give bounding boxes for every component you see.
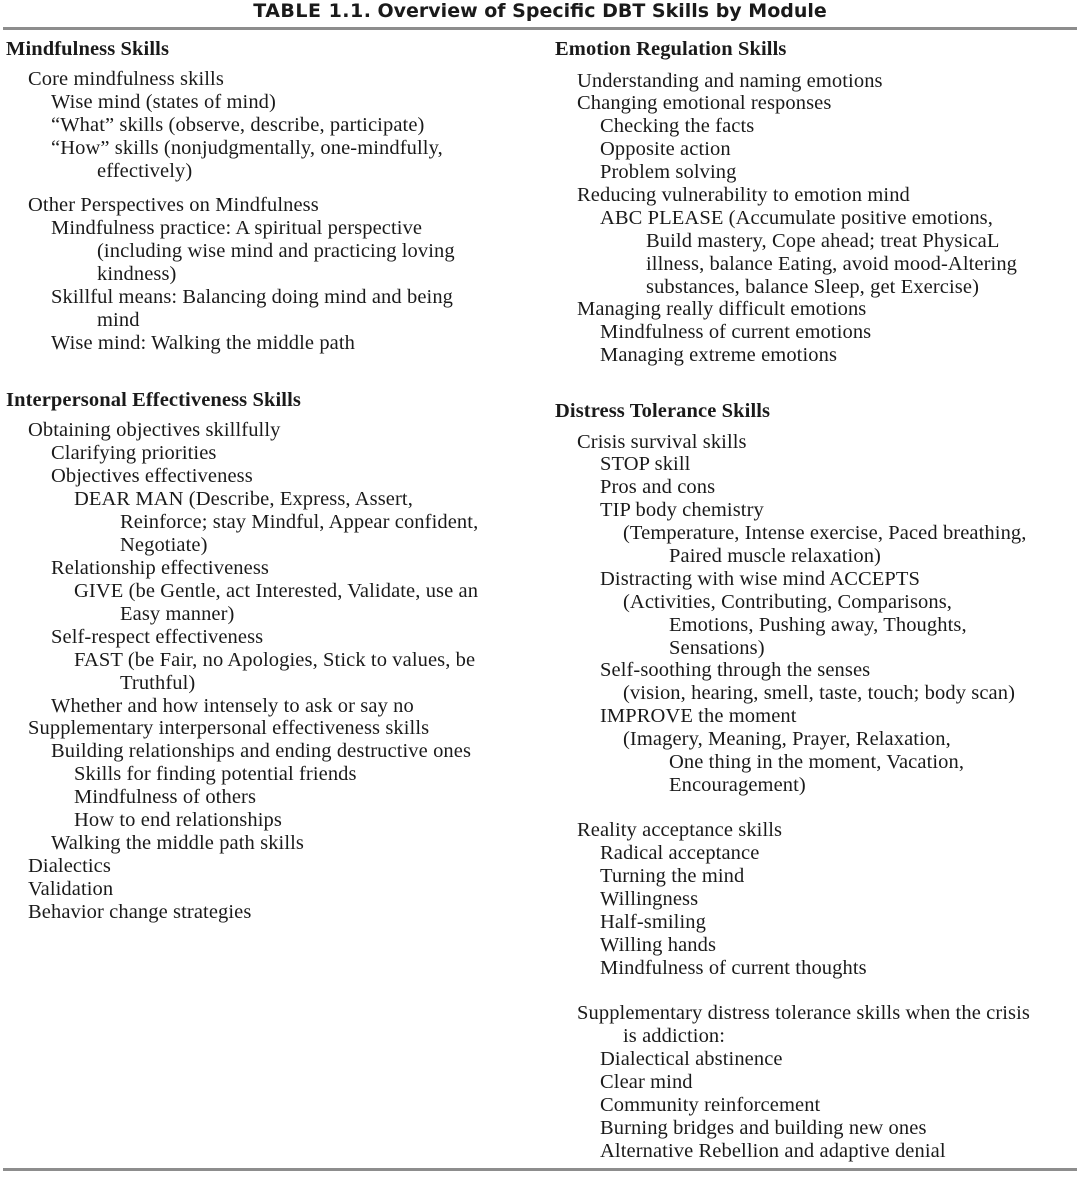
skill-item: Understanding and naming emotions [577, 70, 883, 92]
skill-item: (vision, hearing, smell, taste, touch; body scan) [623, 682, 1016, 704]
skill-item: Mindfulness of current thoughts [600, 957, 867, 979]
skill-item: Self-soothing through the senses [600, 659, 871, 681]
skill-item: Reality acceptance skills [577, 819, 783, 841]
skill-item: How to end relationships [74, 809, 282, 831]
skill-item: Truthful) [120, 672, 196, 694]
skill-item: (Activities, Contributing, Comparisons, [623, 591, 953, 613]
skill-item: Negotiate) [120, 534, 208, 556]
skill-item: Mindfulness practice: A spiritual perspective [51, 217, 423, 239]
skill-item: (Imagery, Meaning, Prayer, Relaxation, [623, 728, 951, 750]
section-heading: Mindfulness Skills [6, 38, 170, 60]
skill-item: kindness) [97, 263, 177, 285]
skill-item: Whether and how intensely to ask or say no [51, 695, 414, 717]
table-title [0, 0, 1080, 24]
skill-item: Pros and cons [600, 476, 716, 498]
skill-item: Supplementary distress tolerance skills when the crisis [577, 1002, 1030, 1024]
skill-item: Opposite action [600, 138, 731, 160]
skill-item: One thing in the moment, Vacation, [669, 751, 965, 773]
skill-item: GIVE (be Gentle, act Interested, Validate, use an [74, 580, 479, 602]
skill-item: Reinforce; stay Mindful, Appear confident, [120, 511, 479, 533]
skill-item: Encouragement) [669, 774, 806, 796]
skill-item: Skillful means: Balancing doing mind and being [51, 286, 454, 308]
skill-item: Dialectics [28, 855, 111, 877]
top-rule [3, 27, 1077, 30]
skill-item: Walking the middle path skills [51, 832, 305, 854]
table-number: TABLE 1.1. [253, 0, 372, 22]
skill-item: Crisis survival skills [577, 431, 747, 453]
skill-item: effectively) [97, 160, 193, 182]
skill-item: is addiction: [623, 1025, 726, 1047]
skill-item: IMPROVE the moment [600, 705, 797, 727]
skill-item: mind [97, 309, 140, 331]
skill-item: Core mindfulness skills [28, 68, 224, 90]
skill-item: Relationship effectiveness [51, 557, 269, 579]
skill-item: Changing emotional responses [577, 92, 832, 114]
skill-item: Paired muscle relaxation) [669, 545, 881, 567]
skill-item: Dialectical abstinence [600, 1048, 783, 1070]
skill-item: Build mastery, Cope ahead; treat PhysicaL [646, 230, 1000, 252]
skill-item: Wise mind: Walking the middle path [51, 332, 356, 354]
skill-item: Clarifying priorities [51, 442, 217, 464]
skill-item: Skills for finding potential friends [74, 763, 357, 785]
skill-item: Burning bridges and building new ones [600, 1117, 927, 1139]
skill-item: Distracting with wise mind ACCEPTS [600, 568, 921, 590]
skill-item: Alternative Rebellion and adaptive denial [600, 1140, 946, 1162]
skill-item: Problem solving [600, 161, 737, 183]
skill-item: Checking the facts [600, 115, 755, 137]
skill-item: Validation [28, 878, 114, 900]
skill-item: substances, balance Sleep, get Exercise) [646, 276, 980, 298]
skill-item: Managing extreme emotions [600, 344, 838, 366]
skill-item: “What” skills (observe, describe, participate) [51, 114, 425, 136]
skill-item: Building relationships and ending destructive ones [51, 740, 472, 762]
skill-item: Willing hands [600, 934, 717, 956]
skill-item: Emotions, Pushing away, Thoughts, [669, 614, 967, 636]
skill-item: Turning the mind [600, 865, 745, 887]
skill-item: “How” skills (nonjudgmentally, one-mindfully, [51, 137, 443, 159]
bottom-rule [3, 1168, 1077, 1171]
skill-item: Behavior change strategies [28, 901, 252, 923]
skill-item: illness, balance Eating, avoid mood-Altering [646, 253, 1018, 275]
skill-item: Clear mind [600, 1071, 693, 1093]
skill-item: Objectives effectiveness [51, 465, 253, 487]
skill-item: Half-smiling [600, 911, 706, 933]
skill-item: STOP skill [600, 453, 691, 475]
skill-item: Wise mind (states of mind) [51, 91, 276, 113]
skill-item: Mindfulness of current emotions [600, 321, 872, 343]
skill-item: Other Perspectives on Mindfulness [28, 194, 319, 216]
skill-item: Reducing vulnerability to emotion mind [577, 184, 910, 206]
skill-item: Community reinforcement [600, 1094, 821, 1116]
skill-item: TIP body chemistry [600, 499, 764, 521]
section-heading: Interpersonal Effectiveness Skills [6, 389, 301, 411]
skill-item: Radical acceptance [600, 842, 760, 864]
skill-item: Self-respect effectiveness [51, 626, 264, 648]
table-caption: Overview of Specific DBT Skills by Module [377, 0, 827, 22]
skill-item: (Temperature, Intense exercise, Paced breathing, [623, 522, 1027, 544]
skill-item: FAST (be Fair, no Apologies, Stick to values, be [74, 649, 476, 671]
skill-item: Managing really difficult emotions [577, 298, 867, 320]
skill-item: (including wise mind and practicing loving [97, 240, 455, 262]
skill-item: Sensations) [669, 637, 765, 659]
skill-item: DEAR MAN (Describe, Express, Assert, [74, 488, 413, 510]
skill-item: Easy manner) [120, 603, 235, 625]
skill-item: Obtaining objectives skillfully [28, 419, 281, 441]
skill-item: Willingness [600, 888, 699, 910]
skill-item: Supplementary interpersonal effectiveness skills [28, 717, 430, 739]
section-heading: Distress Tolerance Skills [555, 400, 771, 422]
skill-item: Mindfulness of others [74, 786, 257, 808]
section-heading: Emotion Regulation Skills [555, 38, 787, 60]
skill-item: ABC PLEASE (Accumulate positive emotions, [600, 207, 993, 229]
